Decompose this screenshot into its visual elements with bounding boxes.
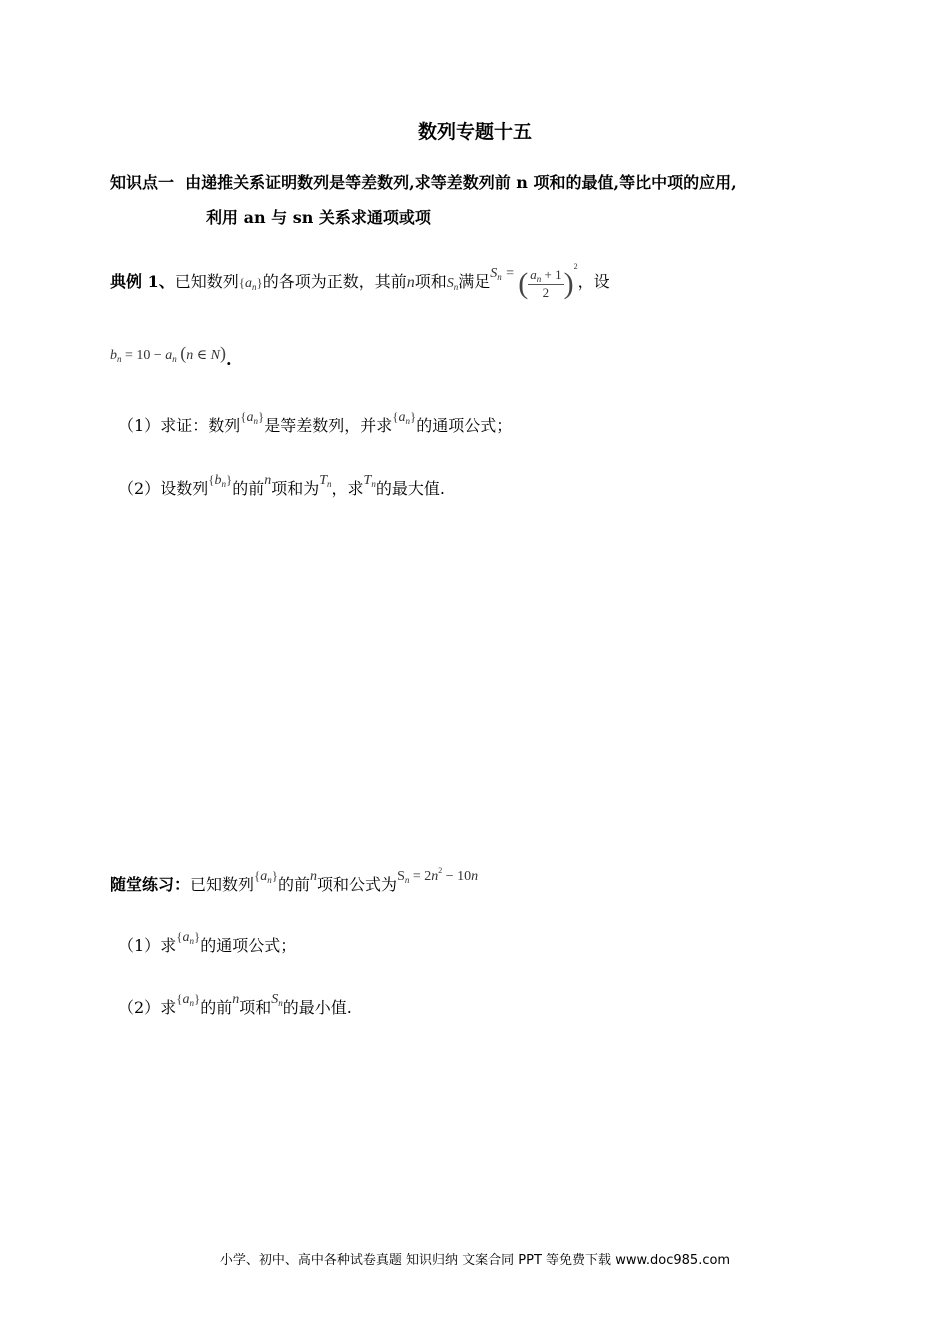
knowledge-point-line1 bbox=[110, 170, 737, 193]
practice-question1: （1）求$\{a_n\}$的通项公式； bbox=[118, 929, 297, 955]
seq-a-notation: $\{a_n\}$ bbox=[238, 275, 263, 292]
practice-label: 随堂练习： bbox=[110, 875, 191, 894]
example1-label: 典例 1、 bbox=[110, 272, 175, 291]
b-definition: $b_n = 10 - a_n$ (n ∈ N). bbox=[110, 343, 232, 369]
sum-S-notation: $S_n$ bbox=[446, 276, 459, 292]
knowledge-point-line2: 利用 an 与 sn 关系求通项或项 bbox=[206, 208, 431, 227]
example1-statement: 典例 1、已知数列$\{a_n\}$的各项为正数，其前n项和$S_n$满足$S_n$ = ( $\frac{a_n + 1}{2}$ )$^2$，设 bbox=[110, 262, 610, 300]
sum-formula: $S_n$ = ( $\frac{a_n + 1}{2}$ )$^2$ bbox=[490, 262, 578, 300]
practice-sum-formula: $S_n = 2n^2 - 10n$ bbox=[397, 866, 479, 885]
footer-text: 小学、初中、高中各种试卷真题 知识归纳 文案合同 PPT 等免费下载 www.doc985.com bbox=[219, 1253, 731, 1268]
practice-statement: 随堂练习：已知数列$\{a_n\}$的前n项和公式为$S_n = 2n^2 - 10n$ bbox=[110, 866, 479, 894]
knowledge-point-label: 知识点一 bbox=[110, 173, 175, 192]
example1-question1: （1）求证：数列$\{a_n\}$是等差数列，并求$\{a_n\}$的通项公式； bbox=[118, 409, 513, 435]
example1-question2: （2）设数列$\{b_n\}$的前n项和为$T_n$，求$T_n$的最大值. bbox=[118, 472, 445, 498]
page-title: 数列专题十五 bbox=[417, 121, 532, 143]
knowledge-point-text: 由递推关系证明数列是等差数列,求等差数列前 n 项和的最值,等比中项的应用, bbox=[185, 173, 737, 192]
practice-question2: （2）求$\{a_n\}$的前n项和$S_n$的最小值. bbox=[118, 991, 352, 1017]
